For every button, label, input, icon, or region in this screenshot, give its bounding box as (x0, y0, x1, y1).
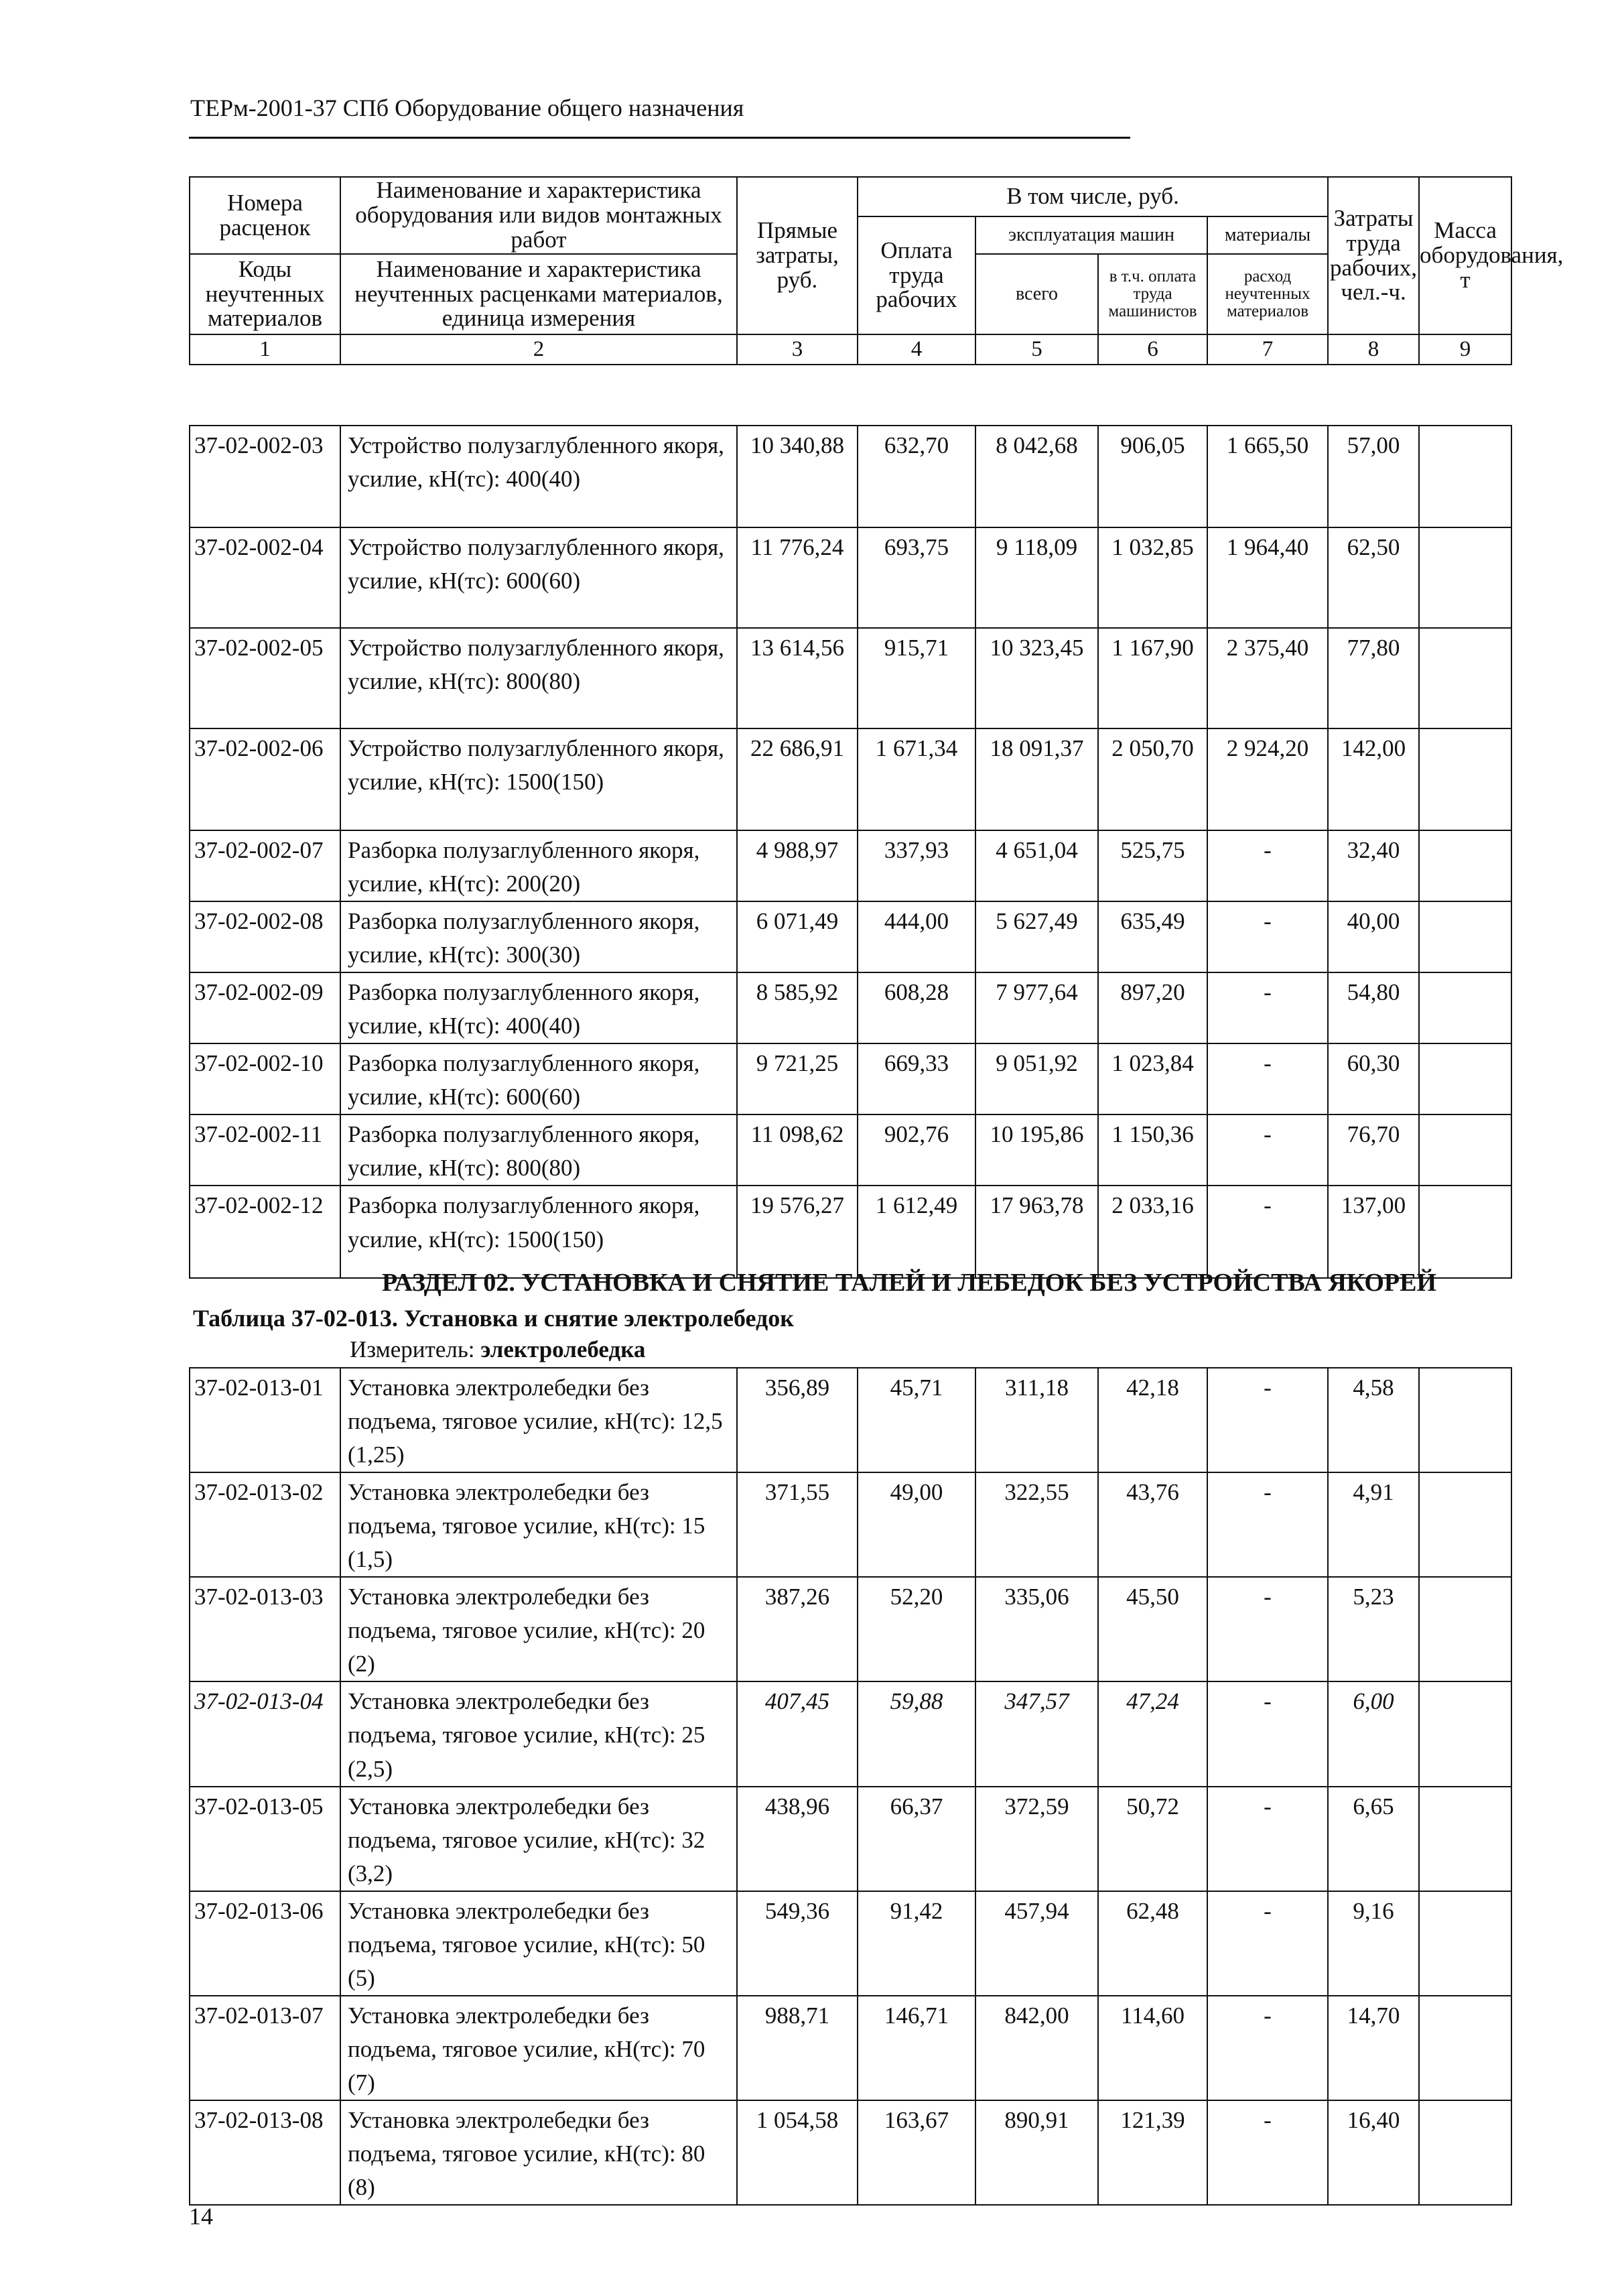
labor-hours: 60,30 (1328, 1043, 1419, 1114)
direct-costs: 13 614,56 (737, 628, 858, 728)
rate-name: Устройство полузаглубленного якоря, усилие, кН(тс): 1500(150) (340, 728, 737, 830)
table-row (190, 2100, 1511, 2205)
rate-code: 37-02-013-02 (190, 1472, 340, 1577)
rates-table-winches (189, 1367, 1512, 2206)
machines-total: 311,18 (975, 1368, 1098, 1472)
machines-labor: 47,24 (1098, 1681, 1207, 1786)
machines-total: 7 977,64 (975, 972, 1098, 1043)
labor-hours: 62,50 (1328, 527, 1419, 628)
labor-hours: 16,40 (1328, 2100, 1419, 2205)
direct-costs: 387,26 (737, 1577, 858, 1681)
rate-name: Установка электролебедки без подъема, тяговое усилие, кН(тс): 20 (2) (340, 1577, 737, 1681)
labor-hours: 32,40 (1328, 830, 1419, 901)
labor-pay: 163,67 (858, 2100, 975, 2205)
labor-hours: 137,00 (1328, 1186, 1419, 1278)
materials: 1 665,50 (1207, 426, 1328, 527)
table-row (190, 1186, 1511, 1278)
materials: - (1207, 1681, 1328, 1786)
direct-costs: 9 721,25 (737, 1043, 858, 1114)
labor-hours: 6,65 (1328, 1787, 1419, 1891)
machines-total: 10 323,45 (975, 628, 1098, 728)
rate-code: 37-02-002-04 (190, 527, 340, 628)
labor-hours: 57,00 (1328, 426, 1419, 527)
column-number: 4 (858, 334, 975, 365)
direct-costs: 10 340,88 (737, 426, 858, 527)
rate-name: Установка электролебедки без подъема, тяговое усилие, кН(тс): 12,5 (1,25) (340, 1368, 737, 1472)
rate-name: Устройство полузаглубленного якоря, усилие, кН(тс): 600(60) (340, 527, 737, 628)
rate-code: 37-02-013-04 (190, 1681, 340, 1786)
materials: - (1207, 2100, 1328, 2205)
machines-total: 10 195,86 (975, 1114, 1098, 1186)
column-number: 8 (1328, 334, 1419, 365)
rate-code: 37-02-002-06 (190, 728, 340, 830)
mass (1419, 1787, 1511, 1891)
rate-name: Разборка полузаглубленного якоря, усилие, кН(тс): 300(30) (340, 901, 737, 972)
machines-total: 457,94 (975, 1891, 1098, 1996)
materials: - (1207, 1186, 1328, 1278)
machines-total: 18 091,37 (975, 728, 1098, 830)
mass (1419, 426, 1511, 527)
machines-labor: 635,49 (1098, 901, 1207, 972)
rate-name: Установка электролебедки без подъема, тяговое усилие, кН(тс): 80 (8) (340, 2100, 737, 2205)
labor-hours: 5,23 (1328, 1577, 1419, 1681)
table-row (190, 1996, 1511, 2100)
materials: 2 924,20 (1207, 728, 1328, 830)
table-row (190, 830, 1511, 901)
rates-table-anchors (189, 425, 1512, 1279)
direct-costs: 438,96 (737, 1787, 858, 1891)
labor-pay: 91,42 (858, 1891, 975, 1996)
machines-labor: 62,48 (1098, 1891, 1207, 1996)
direct-costs: 407,45 (737, 1681, 858, 1786)
materials: - (1207, 1891, 1328, 1996)
rate-name: Установка электролебедки без подъема, тяговое усилие, кН(тс): 50 (5) (340, 1891, 737, 1996)
labor-pay: 915,71 (858, 628, 975, 728)
direct-costs: 549,36 (737, 1891, 858, 1996)
table-row (190, 1472, 1511, 1577)
mass (1419, 1681, 1511, 1786)
direct-costs: 356,89 (737, 1368, 858, 1472)
header-machines: эксплуатация машин (975, 216, 1207, 254)
mass (1419, 1043, 1511, 1114)
mass (1419, 628, 1511, 728)
direct-costs: 19 576,27 (737, 1186, 858, 1278)
labor-hours: 4,58 (1328, 1368, 1419, 1472)
machines-labor: 2 050,70 (1098, 728, 1207, 830)
rate-name: Разборка полузаглубленного якоря, усилие, кН(тс): 200(20) (340, 830, 737, 901)
labor-hours: 77,80 (1328, 628, 1419, 728)
materials: - (1207, 1114, 1328, 1186)
mass (1419, 2100, 1511, 2205)
materials: - (1207, 1577, 1328, 1681)
machines-labor: 906,05 (1098, 426, 1207, 527)
rate-code: 37-02-002-10 (190, 1043, 340, 1114)
rate-name: Разборка полузаглубленного якоря, усилие, кН(тс): 600(60) (340, 1043, 737, 1114)
section-title: РАЗДЕЛ 02. УСТАНОВКА И СНЯТИЕ ТАЛЕЙ И ЛЕБЕДОК БЕЗ УСТРОЙСТВА ЯКОРЕЙ (382, 1269, 1437, 1297)
rate-name: Установка электролебедки без подъема, тяговое усилие, кН(тс): 15 (1,5) (340, 1472, 737, 1577)
machines-labor: 1 167,90 (1098, 628, 1207, 728)
materials: - (1207, 1368, 1328, 1472)
labor-pay: 146,71 (858, 1996, 975, 2100)
unit-label: Измеритель: (350, 1336, 475, 1362)
labor-pay: 45,71 (858, 1368, 975, 1472)
table-row (190, 1114, 1511, 1186)
machines-labor: 1 150,36 (1098, 1114, 1207, 1186)
header-mass: Масса оборудования, т (1419, 177, 1511, 334)
column-number: 3 (737, 334, 858, 365)
rate-code: 37-02-013-05 (190, 1787, 340, 1891)
mass (1419, 1472, 1511, 1577)
rate-code: 37-02-002-03 (190, 426, 340, 527)
machines-labor: 1 023,84 (1098, 1043, 1207, 1114)
header-direct-costs: Прямые затраты, руб. (737, 177, 858, 334)
labor-hours: 14,70 (1328, 1996, 1419, 2100)
rate-name: Разборка полузаглубленного якоря, усилие, кН(тс): 1500(150) (340, 1186, 737, 1278)
rate-name: Разборка полузаглубленного якоря, усилие, кН(тс): 400(40) (340, 972, 737, 1043)
mass (1419, 1114, 1511, 1186)
header-materials-unaccounted: расход неучтенных материалов (1207, 254, 1328, 334)
machines-total: 890,91 (975, 2100, 1098, 2205)
machines-total: 335,06 (975, 1577, 1098, 1681)
direct-costs: 371,55 (737, 1472, 858, 1577)
machines-total: 8 042,68 (975, 426, 1098, 527)
labor-pay: 49,00 (858, 1472, 975, 1577)
materials: - (1207, 972, 1328, 1043)
mass (1419, 728, 1511, 830)
machines-total: 842,00 (975, 1996, 1098, 2100)
direct-costs: 4 988,97 (737, 830, 858, 901)
machines-total: 17 963,78 (975, 1186, 1098, 1278)
rate-code: 37-02-002-12 (190, 1186, 340, 1278)
column-number: 6 (1098, 334, 1207, 365)
machines-total: 347,57 (975, 1681, 1098, 1786)
rate-code: 37-02-002-07 (190, 830, 340, 901)
table-row (190, 972, 1511, 1043)
materials: - (1207, 830, 1328, 901)
machines-total: 5 627,49 (975, 901, 1098, 972)
machines-total: 372,59 (975, 1787, 1098, 1891)
materials: 2 375,40 (1207, 628, 1328, 728)
mass (1419, 1186, 1511, 1278)
machines-labor: 2 033,16 (1098, 1186, 1207, 1278)
header-machines-labor: в т.ч. оплата труда машинистов (1098, 254, 1207, 334)
labor-hours: 76,70 (1328, 1114, 1419, 1186)
rate-name: Разборка полузаглубленного якоря, усилие, кН(тс): 800(80) (340, 1114, 737, 1186)
header-name-top: Наименование и характеристика оборудования или видов монтажных работ (340, 177, 737, 254)
header-code-top: Номера расценок (190, 177, 340, 254)
machines-total: 9 051,92 (975, 1043, 1098, 1114)
header-labor-pay: Оплата труда рабочих (858, 216, 975, 334)
direct-costs: 11 098,62 (737, 1114, 858, 1186)
unit-value: электролебедка (480, 1336, 646, 1362)
materials: 1 964,40 (1207, 527, 1328, 628)
labor-hours: 142,00 (1328, 728, 1419, 830)
machines-labor: 525,75 (1098, 830, 1207, 901)
labor-pay: 1 612,49 (858, 1186, 975, 1278)
table-row (190, 728, 1511, 830)
labor-pay: 444,00 (858, 901, 975, 972)
column-number: 5 (975, 334, 1098, 365)
machines-total: 322,55 (975, 1472, 1098, 1577)
labor-hours: 4,91 (1328, 1472, 1419, 1577)
table-row (190, 527, 1511, 628)
column-number: 7 (1207, 334, 1328, 365)
machines-labor: 42,18 (1098, 1368, 1207, 1472)
rate-name: Устройство полузаглубленного якоря, усилие, кН(тс): 800(80) (340, 628, 737, 728)
labor-pay: 1 671,34 (858, 728, 975, 830)
header-materials: материалы (1207, 216, 1328, 254)
labor-pay: 608,28 (858, 972, 975, 1043)
page-number: 14 (189, 2203, 213, 2230)
labor-pay: 669,33 (858, 1043, 975, 1114)
machines-labor: 50,72 (1098, 1787, 1207, 1891)
machines-labor: 114,60 (1098, 1996, 1207, 2100)
materials: - (1207, 1472, 1328, 1577)
direct-costs: 8 585,92 (737, 972, 858, 1043)
unit-line (350, 1336, 645, 1363)
mass (1419, 972, 1511, 1043)
document-header: ТЕРм-2001-37 СПб Оборудование общего назначения (190, 94, 744, 121)
labor-pay: 66,37 (858, 1787, 975, 1891)
table-row (190, 1577, 1511, 1681)
table-row (190, 1368, 1511, 1472)
mass (1419, 1891, 1511, 1996)
labor-hours: 6,00 (1328, 1681, 1419, 1786)
labor-hours: 54,80 (1328, 972, 1419, 1043)
mass (1419, 901, 1511, 972)
labor-pay: 59,88 (858, 1681, 975, 1786)
header-machines-total: всего (975, 254, 1098, 334)
machines-labor: 45,50 (1098, 1577, 1207, 1681)
materials: - (1207, 1996, 1328, 2100)
machines-labor: 43,76 (1098, 1472, 1207, 1577)
mass (1419, 1996, 1511, 2100)
table-row (190, 1043, 1511, 1114)
rate-name: Устройство полузаглубленного якоря, усилие, кН(тс): 400(40) (340, 426, 737, 527)
table-row (190, 1681, 1511, 1786)
rate-name: Установка электролебедки без подъема, тяговое усилие, кН(тс): 25 (2,5) (340, 1681, 737, 1786)
header-code-bottom: Коды неучтенных материалов (190, 254, 340, 334)
labor-hours: 40,00 (1328, 901, 1419, 972)
labor-pay: 902,76 (858, 1114, 975, 1186)
machines-labor: 897,20 (1098, 972, 1207, 1043)
labor-pay: 52,20 (858, 1577, 975, 1681)
rate-code: 37-02-013-03 (190, 1577, 340, 1681)
rate-name: Установка электролебедки без подъема, тяговое усилие, кН(тс): 32 (3,2) (340, 1787, 737, 1891)
direct-costs: 22 686,91 (737, 728, 858, 830)
table-title: Таблица 37-02-013. Установка и снятие электролебедок (193, 1305, 794, 1332)
labor-pay: 693,75 (858, 527, 975, 628)
rate-code: 37-02-002-08 (190, 901, 340, 972)
column-number: 9 (1419, 334, 1511, 365)
machines-labor: 121,39 (1098, 2100, 1207, 2205)
labor-pay: 337,93 (858, 830, 975, 901)
column-number: 1 (190, 334, 340, 365)
header-rule (189, 137, 1130, 139)
rate-code: 37-02-002-05 (190, 628, 340, 728)
table-row (190, 1787, 1511, 1891)
direct-costs: 6 071,49 (737, 901, 858, 972)
labor-pay: 632,70 (858, 426, 975, 527)
rate-code: 37-02-013-06 (190, 1891, 340, 1996)
machines-labor: 1 032,85 (1098, 527, 1207, 628)
direct-costs: 11 776,24 (737, 527, 858, 628)
table-row (190, 1891, 1511, 1996)
column-header-table (189, 176, 1564, 365)
rate-code: 37-02-002-11 (190, 1114, 340, 1186)
table-row (190, 901, 1511, 972)
materials: - (1207, 1043, 1328, 1114)
mass (1419, 1577, 1511, 1681)
machines-total: 4 651,04 (975, 830, 1098, 901)
materials: - (1207, 1787, 1328, 1891)
table-row (190, 628, 1511, 728)
mass (1419, 527, 1511, 628)
labor-hours: 9,16 (1328, 1891, 1419, 1996)
rate-code: 37-02-002-09 (190, 972, 340, 1043)
header-including: В том числе, руб. (858, 177, 1328, 216)
machines-total: 9 118,09 (975, 527, 1098, 628)
table-row (190, 426, 1511, 527)
rate-code: 37-02-013-08 (190, 2100, 340, 2205)
mass (1419, 1368, 1511, 1472)
column-number: 2 (340, 334, 737, 365)
direct-costs: 1 054,58 (737, 2100, 858, 2205)
rate-code: 37-02-013-01 (190, 1368, 340, 1472)
header-name-bottom: Наименование и характеристика неучтенных расценками материалов, единица измерения (340, 254, 737, 334)
mass (1419, 830, 1511, 901)
direct-costs: 988,71 (737, 1996, 858, 2100)
rate-code: 37-02-013-07 (190, 1996, 340, 2100)
materials: - (1207, 901, 1328, 972)
header-labor-hours: Затраты труда рабочих, чел.-ч. (1328, 177, 1419, 334)
rate-name: Установка электролебедки без подъема, тяговое усилие, кН(тс): 70 (7) (340, 1996, 737, 2100)
